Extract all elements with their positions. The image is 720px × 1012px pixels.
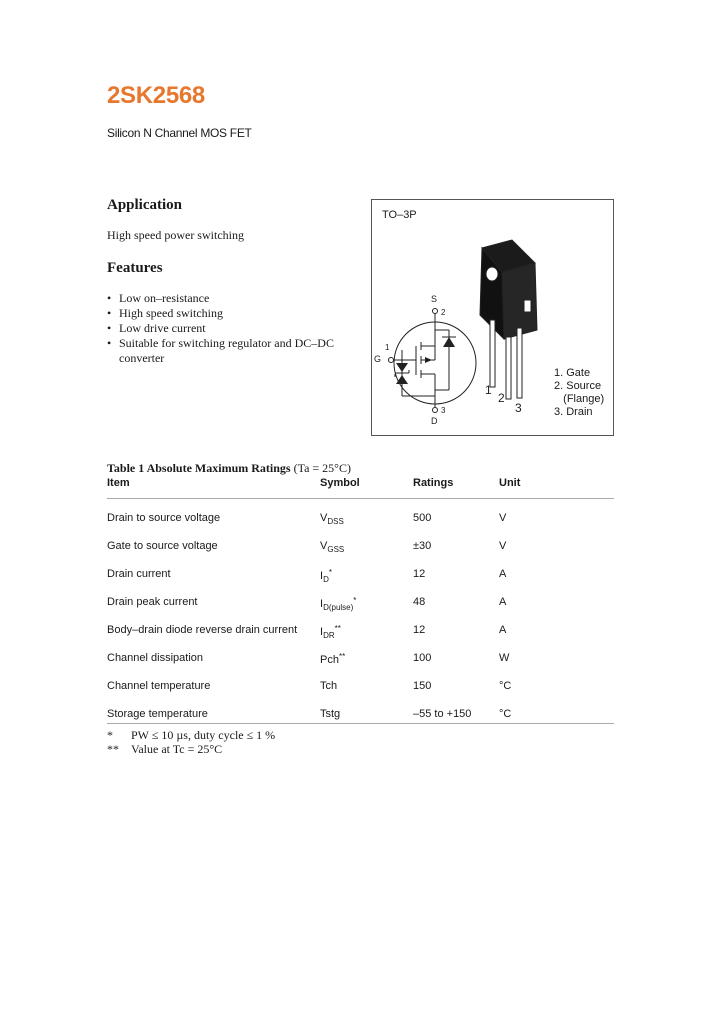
table-caption — [107, 461, 351, 476]
mosfet-symbol-icon — [394, 309, 476, 413]
cell-symbol — [320, 708, 340, 720]
symbol-main: Tstg — [320, 708, 341, 720]
device-subtitle: Silicon N Channel MOS FET — [107, 126, 252, 140]
footnote-text: Value at Tc = 25°C — [131, 742, 223, 756]
pin-assignment: 2. Source — [554, 380, 602, 392]
diode-icon — [443, 337, 455, 347]
to3p-package-icon — [480, 240, 537, 399]
symbol-note-mark: ** — [338, 652, 346, 661]
gate-label: G — [374, 354, 382, 364]
part-number-title: 2SK2568 — [107, 82, 205, 109]
cell-rating: –55 to +150 — [413, 708, 472, 720]
zener-diode-icon — [396, 363, 408, 372]
column-header-item: Item — [107, 477, 130, 489]
feature-item — [107, 306, 347, 321]
pin-assignment: 3. Drain — [554, 406, 593, 418]
application-text: High speed power switching — [107, 228, 244, 242]
ratings-table — [107, 476, 614, 724]
bullet-icon: • — [107, 306, 112, 320]
symbol-subscript: DR — [323, 631, 335, 640]
feature-item — [107, 291, 347, 306]
symbol-subscript: D — [323, 575, 329, 584]
cell-unit: °C — [499, 708, 512, 720]
features-heading: Features — [107, 260, 163, 276]
cell-symbol — [320, 568, 332, 584]
cell-item: Drain peak current — [107, 596, 198, 608]
footnote-mark: ** — [107, 742, 119, 756]
table-row — [107, 667, 614, 695]
bullet-icon: • — [107, 291, 112, 305]
cell-unit: W — [499, 652, 510, 664]
pin-number: 3 — [515, 401, 522, 415]
symbol-subscript: D(pulse) — [323, 603, 354, 612]
cell-item: Channel temperature — [107, 680, 211, 692]
symbol-main: I — [320, 598, 324, 610]
feature-text: Low on–resistance — [119, 291, 210, 305]
cell-rating: 150 — [413, 680, 432, 692]
cell-item: Drain to source voltage — [107, 512, 221, 524]
footnote — [107, 742, 275, 756]
symbol-note-mark: ** — [334, 624, 341, 633]
pin-number: 1 — [485, 383, 492, 397]
gate-pin-number: 1 — [385, 343, 390, 352]
cell-unit: V — [499, 540, 507, 552]
table-row — [107, 611, 614, 639]
table-caption-condition: (Ta = 25°C) — [290, 461, 351, 475]
drain-pin-number: 3 — [441, 406, 446, 415]
cell-rating: 48 — [413, 596, 426, 608]
package-name: TO–3P — [382, 209, 417, 221]
feature-item-continued — [107, 351, 347, 366]
feature-text: converter — [119, 351, 165, 365]
cell-rating: 12 — [413, 624, 426, 636]
symbol-main: I — [320, 570, 324, 582]
bullet-icon: • — [107, 321, 112, 335]
pin-assignment-list — [554, 367, 604, 419]
cell-unit: V — [499, 512, 507, 524]
table-row — [107, 639, 614, 667]
pin-number: 2 — [498, 391, 505, 405]
cell-item: Channel dissipation — [107, 652, 204, 664]
symbol-note-mark: * — [328, 568, 332, 577]
cell-symbol — [320, 680, 337, 692]
feature-text: Low drive current — [119, 321, 206, 335]
drain-label: D — [431, 416, 438, 426]
cell-symbol — [320, 624, 341, 640]
feature-item — [107, 321, 347, 336]
symbol-main: Pch — [320, 654, 339, 666]
cell-symbol — [320, 652, 345, 666]
table-row — [107, 527, 614, 555]
source-pin-number: 2 — [441, 308, 446, 317]
feature-text: Suitable for switching regulator and DC–DC — [119, 336, 334, 350]
pin-assignment: 1. Gate — [554, 367, 591, 379]
cell-unit: A — [499, 624, 507, 636]
footnote-text: PW ≤ 10 µs, duty cycle ≤ 1 % — [131, 728, 276, 742]
application-heading: Application — [107, 197, 183, 213]
footnote-mark: * — [107, 728, 113, 742]
package-diagram-box — [371, 199, 614, 436]
symbol-main: I — [320, 626, 324, 638]
feature-text: High speed switching — [119, 306, 223, 320]
feature-item — [107, 336, 347, 351]
features-list — [107, 291, 347, 366]
table-row — [107, 583, 614, 611]
source-label: S — [431, 294, 438, 304]
column-header-ratings: Ratings — [413, 477, 454, 489]
cell-symbol — [320, 596, 356, 612]
symbol-note-mark: * — [353, 596, 357, 605]
cell-rating: 100 — [413, 652, 432, 664]
symbol-main: V — [320, 512, 328, 524]
column-header-symbol: Symbol — [320, 477, 360, 489]
column-header-unit: Unit — [499, 477, 521, 489]
cell-item: Drain current — [107, 568, 171, 580]
cell-rating: 500 — [413, 512, 432, 524]
table-row — [107, 499, 614, 527]
cell-rating: ±30 — [413, 540, 432, 552]
cell-item: Storage temperature — [107, 708, 208, 720]
table-header-row — [107, 476, 614, 499]
table-row — [107, 555, 614, 583]
symbol-subscript: GSS — [327, 545, 345, 554]
cell-unit: °C — [499, 680, 512, 692]
symbol-main: V — [320, 540, 328, 552]
cell-rating: 12 — [413, 568, 426, 580]
cell-item: Gate to source voltage — [107, 540, 218, 552]
table-row — [107, 695, 614, 724]
cell-symbol — [320, 512, 344, 526]
bullet-icon: • — [107, 336, 112, 350]
pin-assignment: (Flange) — [554, 393, 605, 405]
table-caption-title: Table 1 Absolute Maximum Ratings — [107, 461, 291, 475]
footnotes — [107, 728, 275, 756]
symbol-subscript: DSS — [327, 517, 344, 526]
cell-unit: A — [499, 568, 507, 580]
cell-item: Body–drain diode reverse drain current — [107, 624, 298, 636]
symbol-main: Tch — [320, 680, 338, 692]
cell-symbol — [320, 540, 344, 554]
cell-unit: A — [499, 596, 507, 608]
footnote — [107, 728, 275, 742]
